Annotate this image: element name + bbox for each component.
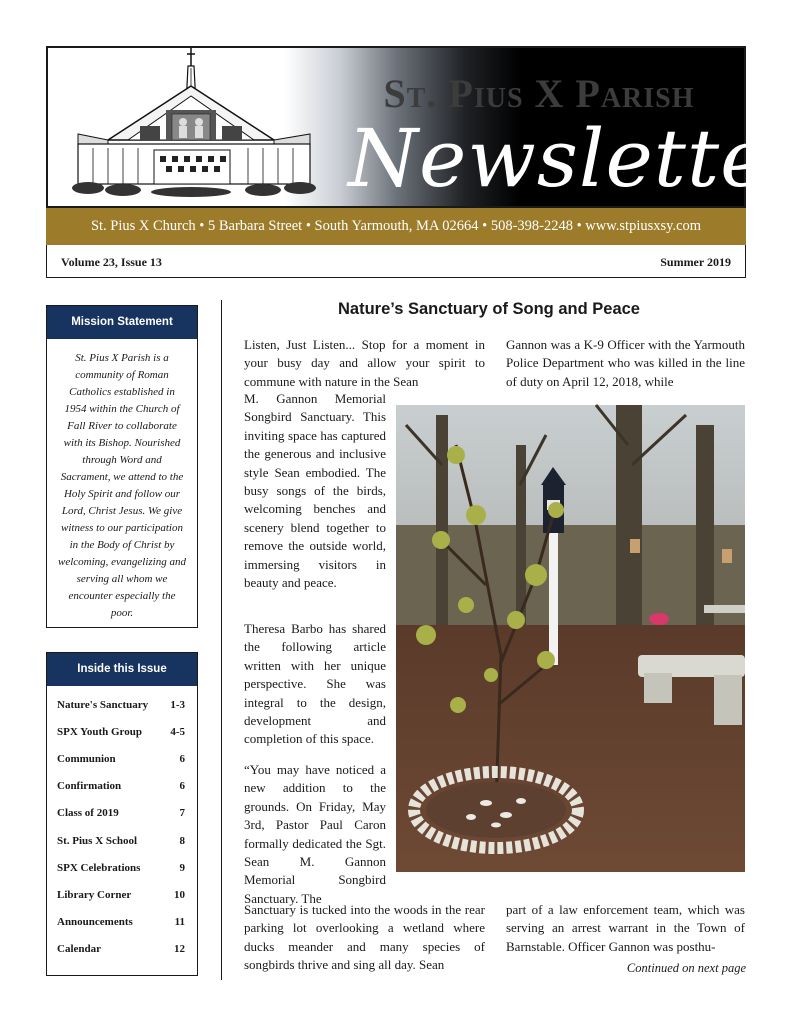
toc-item[interactable] — [57, 745, 185, 772]
toc-item-page: 8 — [179, 834, 185, 847]
volume-issue: Volume 23, Issue 13 — [61, 255, 162, 269]
toc-item-page: 7 — [179, 807, 185, 820]
article-intro-wrap: M. Gannon Memorial Songbird Sanctuary. This inviting space has captured the generous and inclusive style Sean embodied. The busy songs of the birds, welcoming benches and scenery blend together to remove the outside world, immersing visitors in beauty and peace. — [244, 391, 386, 591]
parish-name: St. Pius X Parish — [383, 71, 695, 116]
column-divider — [221, 300, 222, 980]
toc-item-page: 10 — [174, 888, 185, 901]
article-quote-wrap: “You may have noticed a new addition to the grounds. On Friday, May 3rd, Pastor Paul Caron formally dedicated the Sgt. Sean M. Gannon Memorial Songbird Sanctuary. The — [244, 762, 386, 906]
toc-item[interactable] — [57, 827, 185, 854]
toc-item-page: 4-5 — [170, 725, 185, 738]
toc-item-page: 11 — [174, 916, 185, 929]
mission-heading: Mission Statement — [47, 306, 197, 339]
toc-item-title: Announcements — [57, 916, 133, 929]
toc-item[interactable] — [57, 773, 185, 800]
toc-item-title: Library Corner — [57, 888, 132, 901]
toc-item-title: Class of 2019 — [57, 807, 119, 820]
toc-item-title: Calendar — [57, 943, 101, 956]
toc-item[interactable] — [57, 800, 185, 827]
toc-item[interactable] — [57, 691, 185, 718]
toc-item[interactable] — [57, 718, 185, 745]
mission-statement-box — [46, 305, 198, 628]
table-of-contents — [46, 652, 198, 976]
sanctuary-photo — [396, 405, 745, 872]
toc-item-page: 1-3 — [170, 698, 185, 711]
toc-item[interactable] — [57, 881, 185, 908]
toc-item[interactable] — [57, 854, 185, 881]
mission-text: St. Pius X Parish is a community of Roman Catholics established in 1954 within the Church of Fall River to collaborate with its Bishop. Nourished through Word and Sacrament, we attend to the Holy Spirit and follow our Lord, Christ Jesus. We give witness to our participation in the Body of Christ by welcoming, evangelizing and serving all whom we encounter especially the poor. — [57, 352, 186, 619]
article-intro-top: Listen, Just Listen... Stop for a moment in your busy day and allow your spirit to commune with nature in the Sean — [244, 337, 485, 389]
toc-item-title: SPX Celebrations — [57, 861, 141, 874]
toc-item-page: 6 — [179, 780, 185, 793]
toc-item-title: SPX Youth Group — [57, 725, 142, 738]
issue-season: Summer 2019 — [660, 255, 731, 269]
toc-item[interactable] — [57, 936, 185, 963]
masthead — [46, 46, 808, 208]
toc-item-title: Confirmation — [57, 780, 122, 793]
toc-item-page: 6 — [179, 752, 185, 765]
newsletter-wordmark: Newsletter — [348, 112, 808, 205]
toc-heading: Inside this Issue — [47, 653, 197, 686]
toc-item-page: 12 — [174, 943, 185, 956]
article-col2-top: Gannon was a K-9 Officer with the Yarmouth Police Department who was killed in the line of duty on April 12, 2018, while — [506, 337, 745, 389]
continued-note: Continued on next page — [626, 961, 746, 975]
article-quote-bottom: Sanctuary is tucked into the woods in the rear parking lot overlooking a wetland where ducks meander and many species of songbirds thrive and sing all day. Sean — [244, 902, 485, 973]
church-drawing-icon — [48, 48, 348, 208]
toc-item-title: Communion — [57, 752, 116, 765]
article-theresa-paragraph: Theresa Barbo has shared the following article written with her unique perspective. She was integral to the design, development and completion of this space. — [244, 621, 386, 747]
article-title: Nature’s Sanctuary of Song and Peace — [338, 300, 640, 318]
issue-bar — [46, 245, 746, 278]
address-bar: St. Pius X Church • 5 Barbara Street • South Yarmouth, MA 02664 • 508-398-2248 • www.stpiusxsy.com — [46, 208, 746, 245]
toc-item-title: Nature's Sanctuary — [57, 698, 149, 711]
toc-item[interactable] — [57, 909, 185, 936]
toc-item-page: 9 — [179, 861, 185, 874]
toc-item-title: St. Pius X School — [57, 834, 138, 847]
toc-list — [57, 691, 185, 963]
article-col2-bottom: part of a law enforcement team, which was serving an arrest warrant in the Town of Barnstable. Officer Gannon was posthu- — [506, 902, 745, 954]
